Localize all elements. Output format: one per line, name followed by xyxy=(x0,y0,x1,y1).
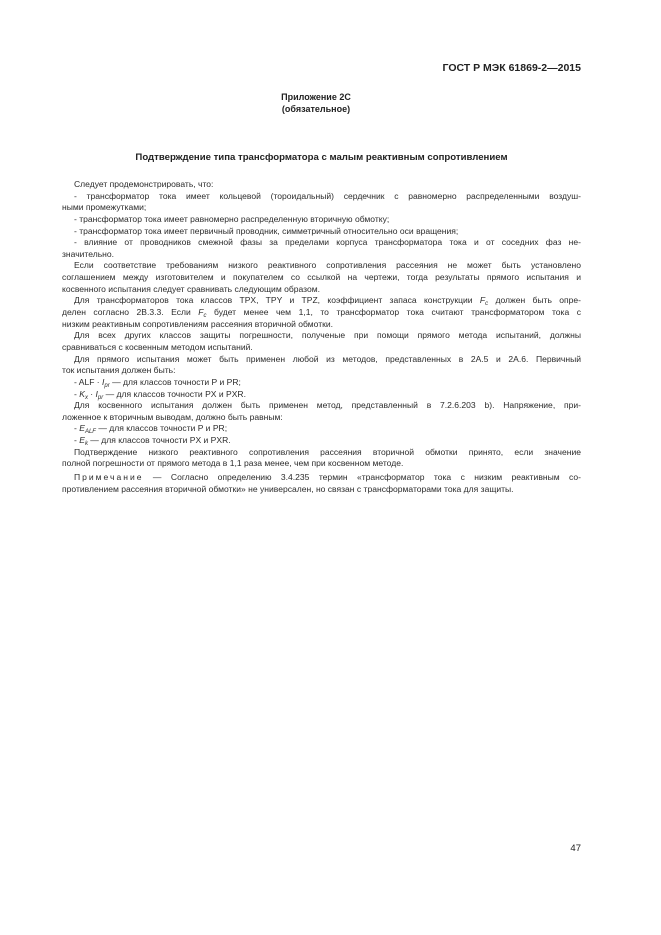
segment-text: Если соответствие требованиям низкого реактивного сопротивления рассеяния не может быть установлено xyxy=(74,260,581,271)
segment-text: противлением рассеяния вторичной обмотки» не универсален, но связан с трансформаторами тока для защиты. xyxy=(62,483,514,494)
note-line xyxy=(62,472,581,484)
segment-text: Для трансформаторов тока классов TPX, TPY и TPZ, коэффициент запаса конструкции xyxy=(74,295,480,306)
segment-text: - xyxy=(74,388,80,399)
text-segment xyxy=(74,237,581,247)
segment-text: I xyxy=(95,388,98,399)
text-segment xyxy=(62,412,283,422)
math-symbol xyxy=(79,389,88,399)
text-line xyxy=(62,400,581,412)
subscript: c xyxy=(485,301,489,308)
subscript: pr xyxy=(104,382,110,389)
text-line xyxy=(62,354,581,366)
text-segment xyxy=(74,214,389,224)
segment-text: делен согласно 2В.3.3. Если xyxy=(62,307,199,318)
text-line xyxy=(62,191,581,203)
text-line xyxy=(62,435,581,447)
segment-text: низким реактивным сопротивлениям рассеяния вторичной обмотки. xyxy=(62,318,333,329)
text-segment xyxy=(62,319,333,329)
segment-text: будет менее чем 1,1, то трансформатор тока считают трансформатором тока с xyxy=(206,307,581,318)
segment-text: - xyxy=(74,423,80,434)
math-symbol xyxy=(102,377,110,387)
segment-text: E xyxy=(79,423,85,434)
text-segment xyxy=(88,389,96,399)
subscript: k xyxy=(84,441,88,448)
text-segment xyxy=(74,260,581,270)
segment-text: сравниваться с косвенным методом испытаний. xyxy=(62,341,253,352)
segment-text: K xyxy=(79,388,85,399)
segment-text: I xyxy=(102,376,105,387)
segment-text: — для классов точности P и PR; xyxy=(95,423,228,434)
text-segment xyxy=(74,191,581,201)
text-segment xyxy=(62,249,114,259)
segment-text: E xyxy=(79,435,85,446)
text-line xyxy=(62,272,581,284)
body-text xyxy=(62,179,581,495)
segment-text: Для прямого испытания может быть применен любой из методов, представленных в 2А.5 и 2А.6. Первичный xyxy=(74,353,581,364)
annex-status: (обязательное) xyxy=(281,104,351,114)
segment-text: ными промежутками; xyxy=(62,202,147,213)
math-symbol xyxy=(79,435,88,448)
text-segment xyxy=(62,365,175,375)
subscript: ALF xyxy=(84,429,96,436)
segment-text: косвенного испытания следует сравнивать следующим образом. xyxy=(62,283,320,294)
text-segment xyxy=(62,342,253,352)
subscript: x xyxy=(84,394,88,401)
text-line xyxy=(62,237,581,249)
segment-text: Для косвенного испытания должен быть применен метод, представленный в 7.2.6.203 b). Напряжение, при- xyxy=(74,400,581,411)
segment-text: — для классов точности PX и PXR. xyxy=(103,388,246,399)
text-line xyxy=(62,226,581,238)
text-line xyxy=(62,447,581,459)
segment-text: - ALF · xyxy=(74,376,103,387)
text-segment xyxy=(143,472,581,482)
segment-text: — для классов точности PX и PXR. xyxy=(87,435,231,446)
text-segment xyxy=(62,458,403,468)
math-symbol xyxy=(479,295,489,308)
segment-text: F xyxy=(479,295,486,306)
segment-text: ложенное к вторичным выводам, должно быть равным: xyxy=(62,411,283,422)
text-segment xyxy=(74,447,581,457)
text-line xyxy=(62,260,581,272)
text-line xyxy=(62,214,581,226)
standard-designation: ГОСТ Р МЭК 61869-2—2015 xyxy=(442,62,581,74)
text-line xyxy=(62,458,581,470)
text-segment xyxy=(74,354,581,364)
math-symbol xyxy=(79,423,96,436)
text-line xyxy=(62,412,581,424)
text-segment xyxy=(74,226,458,236)
text-segment xyxy=(96,423,227,433)
text-line xyxy=(62,202,581,214)
segment-text: значительно. xyxy=(62,248,115,259)
subscript: c xyxy=(203,313,207,319)
segment-text: Для всех других классов защиты погрешности, полученые при помощи прямого метода испытаний, должны xyxy=(74,330,581,341)
segment-text: Примечание xyxy=(74,472,144,483)
segment-text: - xyxy=(74,435,80,446)
text-line xyxy=(62,319,581,331)
segment-text: · xyxy=(87,388,96,399)
text-segment xyxy=(74,295,480,305)
text-segment xyxy=(74,330,581,340)
segment-text: F xyxy=(198,307,204,318)
segment-text: - трансформатор тока имеет равномерно распределенную вторичную обмотку; xyxy=(74,213,390,224)
text-segment xyxy=(62,202,146,212)
segment-text: Подтверждение низкого реактивного сопротивления рассеяния вторичной обмотки принято, если значение xyxy=(74,446,581,457)
subscript: pr xyxy=(97,394,104,401)
segment-text: - влияние от проводников смежной фазы за пределами корпуса трансформатора тока и от соседних фаз не- xyxy=(74,237,581,248)
math-symbol xyxy=(198,307,206,317)
page-number: 47 xyxy=(570,843,581,854)
segment-text: - трансформатор тока имеет первичный проводник, симметричный относительно оси вращения; xyxy=(74,225,459,236)
text-segment xyxy=(74,400,581,410)
text-segment xyxy=(62,284,320,294)
segment-text: — для классов точности P и PR; xyxy=(109,376,241,387)
segment-text: Следует продемонстрировать, что: xyxy=(74,179,214,189)
text-line xyxy=(62,295,581,307)
text-line xyxy=(62,377,581,389)
segment-text: ток испытания должен быть: xyxy=(62,365,176,376)
text-segment xyxy=(207,307,582,317)
text-line xyxy=(62,423,581,435)
text-segment xyxy=(88,435,231,445)
text-line xyxy=(62,342,581,354)
text-line xyxy=(62,249,581,261)
text-segment xyxy=(74,179,213,189)
text-line xyxy=(62,179,581,191)
segment-text: полной погрешности от прямого метода в 1,1 раза менее, чем при косвенном методе. xyxy=(62,458,404,469)
annex-title: Приложение 2С xyxy=(281,92,351,102)
text-segment xyxy=(62,307,198,317)
text-segment xyxy=(74,376,105,387)
text-line xyxy=(62,284,581,296)
text-line xyxy=(62,389,581,401)
text-line xyxy=(62,484,581,496)
text-segment xyxy=(103,389,246,399)
text-line xyxy=(62,365,581,377)
text-segment xyxy=(62,272,581,282)
note-label xyxy=(74,472,143,482)
text-line xyxy=(62,330,581,342)
text-segment xyxy=(488,295,581,305)
segment-text: соглашением между изготовителем и покупателем со ссылкой на чертежи, тогда результаты прямого испытания и xyxy=(62,272,581,283)
text-segment xyxy=(62,484,514,494)
section-title: Подтверждение типа трансформатора с малым реактивным сопротивлением xyxy=(135,152,508,163)
segment-text: — Согласно определению 3.4.235 термин «трансформатор тока с низким реактивным со- xyxy=(143,472,581,483)
segment-text: должен быть опре- xyxy=(488,295,581,306)
text-line xyxy=(62,307,581,319)
text-segment xyxy=(110,377,241,387)
segment-text: - трансформатор тока имеет кольцевой (тороидальный) сердечник с равномерно распределенными воздуш- xyxy=(74,190,581,201)
